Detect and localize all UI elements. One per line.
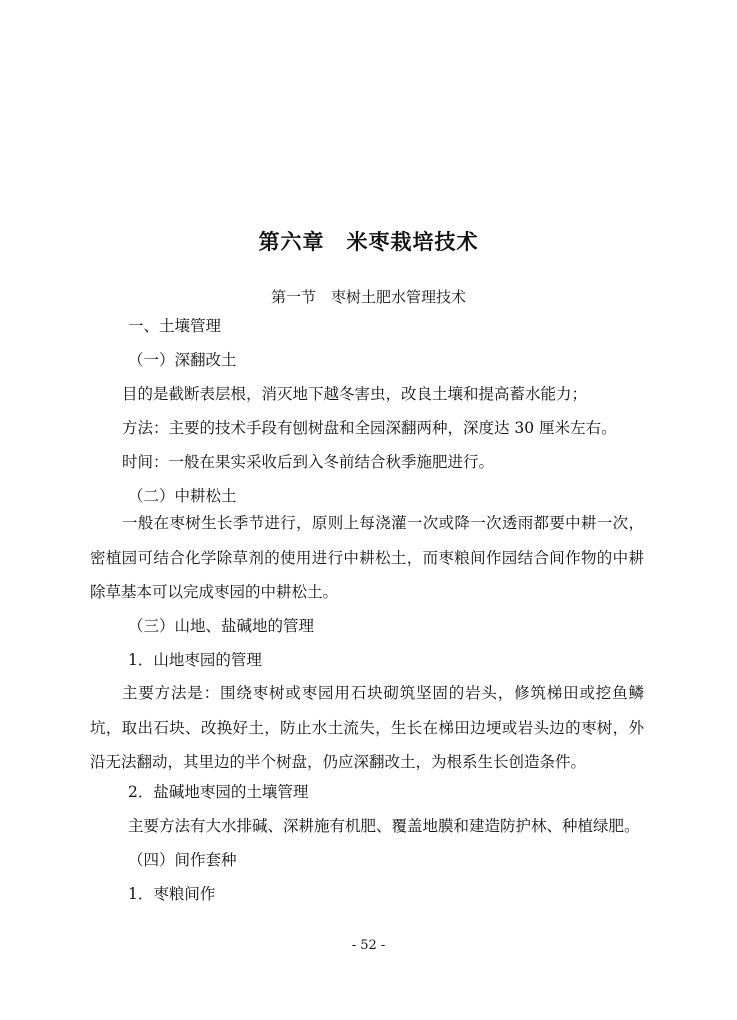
heading-mountain-orchard: 1．山地枣园的管理 bbox=[128, 651, 262, 669]
heading-jujube-grain: 1．枣粮间作 bbox=[128, 885, 216, 903]
heading-mountain-saline: （三）山地、盐碱地的管理 bbox=[128, 617, 315, 635]
heading-saline-orchard: 2．盐碱地枣园的土壤管理 bbox=[128, 783, 309, 801]
heading-intercropping: （四）间作套种 bbox=[128, 851, 237, 869]
heading-soil-management: 一、土壤管理 bbox=[128, 317, 222, 335]
paragraph-mountain-orchard: 主要方法是：围绕枣树或枣园用石块砌筑坚固的岩头，修筑梯田或挖鱼鳞坑，取出石块、改换好土，防止水土流失，生长在梯田边埂或岩头边的枣树，外沿无法翻动，其里边的半个树盘，仍应深翻改土，为根系生长创造条件。 bbox=[90, 684, 644, 771]
paragraph-deep-method: 方法：主要的技术手段有刨树盘和全园深翻两种，深度达 30 厘米左右。 bbox=[122, 419, 617, 437]
page-number: - 52 - bbox=[351, 938, 386, 953]
section-title: 第一节 枣树土肥水管理技术 bbox=[270, 288, 466, 306]
paragraph-deep-time: 时间：一般在果实采收后到入冬前结合秋季施肥进行。 bbox=[122, 453, 495, 471]
paragraph-saline-methods: 主要方法有大水排碱、深耕施有机肥、覆盖地膜和建造防护林、种植绿肥。 bbox=[128, 817, 640, 835]
heading-intertillage: （二）中耕松土 bbox=[128, 487, 237, 505]
heading-deep-tillage: （一）深翻改土 bbox=[128, 351, 237, 369]
paragraph-intertillage: 一般在枣树生长季节进行，原则上每浇灌一次或降一次透雨都要中耕一次，密植园可结合化学除草剂的使用进行中耕松土，而枣粮间作园结合间作物的中耕除草基本可以完成枣园的中耕松土。 bbox=[90, 514, 644, 601]
chapter-title: 第六章 米枣栽培技术 bbox=[258, 230, 479, 254]
paragraph-deep-purpose: 目的是截断表层根，消灭地下越冬害虫，改良土壤和提高蓄水能力； bbox=[122, 385, 588, 403]
